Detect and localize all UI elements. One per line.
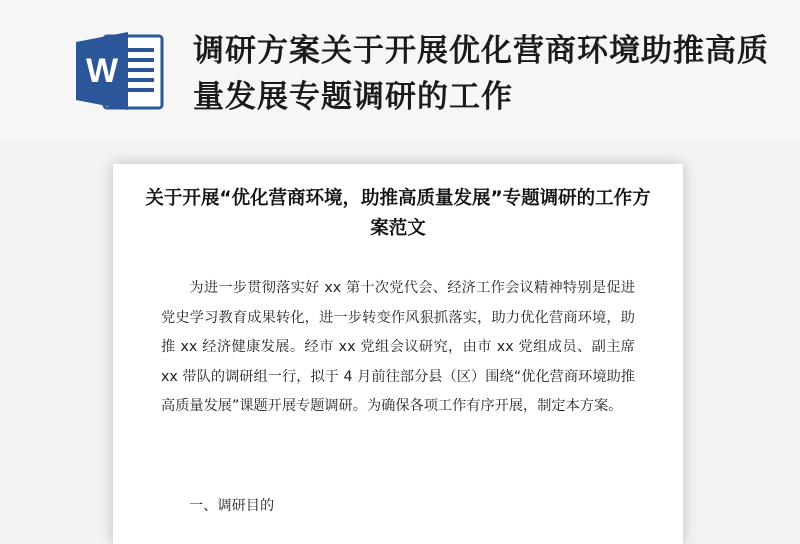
word-icon [74, 30, 166, 112]
header-banner [0, 0, 800, 140]
page-title: 调研方案关于开展优化营商环境助推高质量发展专题调研的工作 [193, 33, 769, 115]
word-logo-letter: W [85, 52, 119, 90]
document-paragraph: 为进一步贯彻落实好 xx 第十次党代会、经济工作会议精神特别是促进党史学习教育成果转化，进一步转变作风狠抓落实，助力优化营商环境，助推 xx 经济健康发展。经市 xx 党组会议研究，由市 xx 党组成员、副主席 xx 带队的调研组一行，拟于 4 月前往部分县（区）围绕“优化营商环境助推高质量发展”课题开展专题调研。为确保各项工作有序开展，制定本方案。 [161, 280, 635, 414]
document-title: 关于开展“优化营商环境，助推高质量发展”专题调研的工作方案范文 [145, 188, 651, 239]
section-heading: 一、调研目的 [189, 498, 275, 514]
document-page [113, 164, 683, 544]
